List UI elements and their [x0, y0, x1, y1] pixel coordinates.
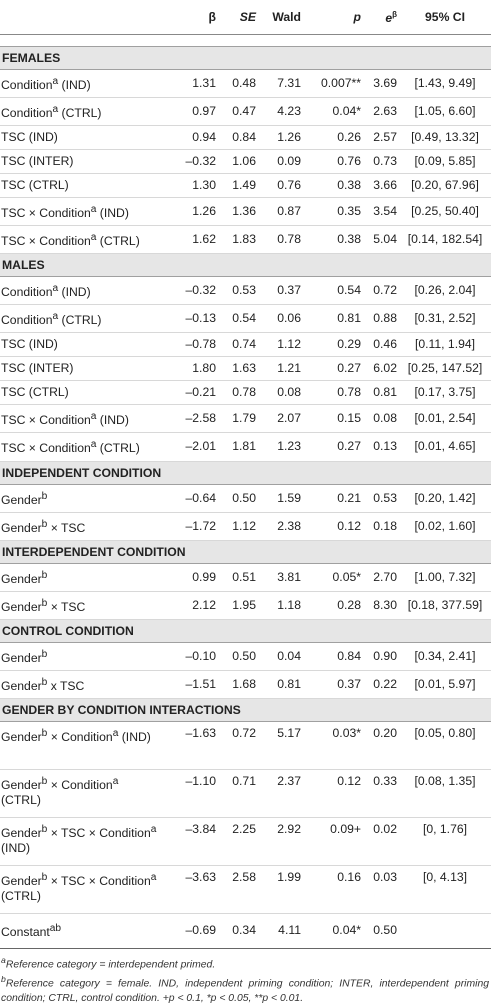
cell-se: 1.36	[218, 198, 258, 226]
cell-p: 0.28	[303, 591, 363, 619]
cell-ci: [0.25, 50.40]	[399, 198, 491, 226]
cell-wald: 1.26	[258, 126, 303, 150]
cell-p: 0.35	[303, 198, 363, 226]
cell-eb: 0.08	[363, 405, 399, 433]
row-label: TSC (INTER)	[0, 357, 160, 381]
section-header	[0, 540, 491, 563]
cell-p: 0.81	[303, 305, 363, 333]
cell-beta: 1.62	[160, 226, 218, 254]
cell-wald: 0.37	[258, 277, 303, 305]
row-label: Condition$^a$ (IND)	[0, 70, 160, 98]
cell-p: 0.26	[303, 126, 363, 150]
cell-eb: 0.33	[363, 769, 399, 817]
row-label: Gender$^b$ × Condition$^a$ (CTRL)	[0, 769, 160, 817]
section-title: GENDER BY CONDITION INTERACTIONS	[0, 698, 491, 721]
row-label: TSC (INTER)	[0, 150, 160, 174]
cell-wald: 0.04	[258, 642, 303, 670]
cell-p: 0.09+	[303, 817, 363, 865]
cell-wald: 1.23	[258, 433, 303, 461]
row-label: Condition$^a$ (CTRL)	[0, 98, 160, 126]
cell-p: 0.54	[303, 277, 363, 305]
cell-se: 0.34	[218, 913, 258, 948]
cell-ci: [0, 1.76]	[399, 817, 491, 865]
cell-p: 0.37	[303, 670, 363, 698]
cell-beta: –3.84	[160, 817, 218, 865]
cell-wald: 0.78	[258, 226, 303, 254]
cell-ci: [0.01, 4.65]	[399, 433, 491, 461]
cell-p: 0.76	[303, 150, 363, 174]
cell-se: 0.54	[218, 305, 258, 333]
table-row	[0, 769, 491, 817]
cell-eb: 3.69	[363, 70, 399, 98]
cell-ci: [0.02, 1.60]	[399, 512, 491, 540]
cell-eb: 0.02	[363, 817, 399, 865]
cell-se: 0.51	[218, 563, 258, 591]
cell-ci: [0.20, 1.42]	[399, 484, 491, 512]
cell-beta: –0.64	[160, 484, 218, 512]
cell-wald: 7.31	[258, 70, 303, 98]
table-row	[0, 126, 491, 150]
cell-eb: 5.04	[363, 226, 399, 254]
header-label	[0, 0, 160, 35]
row-label: TSC × Condition$^a$ (IND)	[0, 405, 160, 433]
row-label: Gender$^b$	[0, 642, 160, 670]
cell-se: 0.74	[218, 333, 258, 357]
cell-eb: 2.57	[363, 126, 399, 150]
cell-ci: [0.08, 1.35]	[399, 769, 491, 817]
cell-ci: [0.01, 2.54]	[399, 405, 491, 433]
table-body	[0, 35, 491, 949]
cell-se: 1.63	[218, 357, 258, 381]
cell-eb: 6.02	[363, 357, 399, 381]
table-row	[0, 512, 491, 540]
cell-eb: 0.53	[363, 484, 399, 512]
row-label: Condition$^a$ (IND)	[0, 277, 160, 305]
cell-beta: 1.80	[160, 357, 218, 381]
cell-p: 0.78	[303, 381, 363, 405]
row-label: TSC (CTRL)	[0, 174, 160, 198]
section-title: FEMALES	[0, 47, 491, 70]
cell-wald: 2.37	[258, 769, 303, 817]
cell-wald: 4.23	[258, 98, 303, 126]
row-label: TSC (IND)	[0, 126, 160, 150]
row-label: Gender$^b$ × TSC × Condition$^a$ (IND)	[0, 817, 160, 865]
cell-ci: [0.14, 182.54]	[399, 226, 491, 254]
row-label: Gender$^b$ × TSC	[0, 512, 160, 540]
cell-ci: [0.01, 5.97]	[399, 670, 491, 698]
cell-wald: 3.81	[258, 563, 303, 591]
cell-eb: 0.46	[363, 333, 399, 357]
row-label: Constant$^{ab}$	[0, 913, 160, 948]
constant-row	[0, 913, 491, 948]
cell-wald: 4.11	[258, 913, 303, 948]
cell-ci: [1.05, 6.60]	[399, 98, 491, 126]
cell-wald: 0.76	[258, 174, 303, 198]
table-row	[0, 865, 491, 913]
cell-se: 0.50	[218, 484, 258, 512]
cell-wald: 0.08	[258, 381, 303, 405]
cell-ci: [0.09, 5.85]	[399, 150, 491, 174]
cell-p: 0.27	[303, 357, 363, 381]
cell-beta: –1.10	[160, 769, 218, 817]
cell-beta: –0.10	[160, 642, 218, 670]
row-label: TSC (CTRL)	[0, 381, 160, 405]
section-header	[0, 698, 491, 721]
cell-eb: 0.50	[363, 913, 399, 948]
cell-se: 1.81	[218, 433, 258, 461]
row-label: TSC × Condition$^a$ (CTRL)	[0, 226, 160, 254]
cell-eb: 8.30	[363, 591, 399, 619]
cell-wald: 1.12	[258, 333, 303, 357]
header-eb: $e^\beta$	[363, 0, 399, 35]
cell-beta: –1.51	[160, 670, 218, 698]
cell-eb: 0.13	[363, 433, 399, 461]
cell-eb: 0.18	[363, 512, 399, 540]
cell-beta: 0.97	[160, 98, 218, 126]
note-b: $^b$Reference category = female. IND, independent priming condition; INTER, interdependent priming condition; CTRL, control condition. +p < 0.1, *p < 0.05, **p < 0.01.	[1, 974, 489, 1004]
cell-beta: 2.12	[160, 591, 218, 619]
table-row	[0, 226, 491, 254]
row-label: TSC × Condition$^a$ (CTRL)	[0, 433, 160, 461]
cell-se: 0.78	[218, 381, 258, 405]
row-label: Gender$^b$	[0, 484, 160, 512]
table-row	[0, 563, 491, 591]
row-label: Gender$^b$ × TSC	[0, 591, 160, 619]
section-header	[0, 461, 491, 484]
cell-ci: [0.26, 2.04]	[399, 277, 491, 305]
cell-wald: 1.59	[258, 484, 303, 512]
cell-wald: 0.06	[258, 305, 303, 333]
header-beta: β	[160, 0, 218, 35]
cell-beta: 0.99	[160, 563, 218, 591]
cell-wald: 1.18	[258, 591, 303, 619]
table-row	[0, 670, 491, 698]
cell-ci: [0, 4.13]	[399, 865, 491, 913]
cell-ci: [0.11, 1.94]	[399, 333, 491, 357]
header-p: p	[303, 0, 363, 35]
cell-se: 2.25	[218, 817, 258, 865]
cell-eb: 0.73	[363, 150, 399, 174]
row-label: Gender$^b$ x TSC	[0, 670, 160, 698]
cell-p: 0.38	[303, 226, 363, 254]
header-ci: 95% CI	[399, 0, 491, 35]
cell-eb: 0.03	[363, 865, 399, 913]
cell-wald: 2.92	[258, 817, 303, 865]
cell-p: 0.15	[303, 405, 363, 433]
cell-wald: 5.17	[258, 721, 303, 769]
cell-beta: –0.32	[160, 277, 218, 305]
table-row	[0, 198, 491, 226]
table-row	[0, 433, 491, 461]
cell-p: 0.12	[303, 769, 363, 817]
row-label: Gender$^b$ × Condition$^a$ (IND)	[0, 721, 160, 769]
header-se: SE	[218, 0, 258, 35]
section-title: MALES	[0, 254, 491, 277]
cell-p: 0.29	[303, 333, 363, 357]
cell-beta: –2.01	[160, 433, 218, 461]
cell-ci: [0.20, 67.96]	[399, 174, 491, 198]
section-title: CONTROL CONDITION	[0, 619, 491, 642]
header-wald: Wald	[258, 0, 303, 35]
cell-wald: 0.81	[258, 670, 303, 698]
cell-eb: 0.88	[363, 305, 399, 333]
cell-se: 0.84	[218, 126, 258, 150]
cell-wald: 2.07	[258, 405, 303, 433]
section-header	[0, 254, 491, 277]
cell-beta: –0.32	[160, 150, 218, 174]
cell-beta: –1.72	[160, 512, 218, 540]
cell-se: 1.79	[218, 405, 258, 433]
cell-beta: –3.63	[160, 865, 218, 913]
cell-ci: [1.00, 7.32]	[399, 563, 491, 591]
cell-ci: [1.43, 9.49]	[399, 70, 491, 98]
cell-beta: 0.94	[160, 126, 218, 150]
note-a: $^a$Reference category = interdependent primed.	[1, 954, 216, 971]
cell-eb: 3.66	[363, 174, 399, 198]
cell-se: 1.95	[218, 591, 258, 619]
cell-beta: 1.26	[160, 198, 218, 226]
cell-eb: 0.81	[363, 381, 399, 405]
cell-beta: –0.69	[160, 913, 218, 948]
table-notes	[0, 949, 491, 1006]
cell-beta: –0.13	[160, 305, 218, 333]
section-header	[0, 47, 491, 70]
cell-beta: 1.31	[160, 70, 218, 98]
cell-se: 0.71	[218, 769, 258, 817]
cell-se: 1.49	[218, 174, 258, 198]
cell-se: 0.50	[218, 642, 258, 670]
cell-p: 0.38	[303, 174, 363, 198]
cell-beta: –0.78	[160, 333, 218, 357]
cell-p: 0.04*	[303, 98, 363, 126]
section-header	[0, 619, 491, 642]
cell-se: 0.53	[218, 277, 258, 305]
table-row	[0, 721, 491, 769]
cell-ci: [0.31, 2.52]	[399, 305, 491, 333]
cell-p: 0.84	[303, 642, 363, 670]
table-row	[0, 333, 491, 357]
section-title: INDEPENDENT CONDITION	[0, 461, 491, 484]
cell-se: 0.47	[218, 98, 258, 126]
cell-ci: [0.25, 147.52]	[399, 357, 491, 381]
cell-se: 1.83	[218, 226, 258, 254]
cell-ci: [0.34, 2.41]	[399, 642, 491, 670]
cell-p: 0.16	[303, 865, 363, 913]
table-row	[0, 277, 491, 305]
table-row	[0, 70, 491, 98]
cell-beta: –0.21	[160, 381, 218, 405]
row-label: Gender$^b$ × TSC × Condition$^a$ (CTRL)	[0, 865, 160, 913]
cell-eb: 0.72	[363, 277, 399, 305]
cell-wald: 1.99	[258, 865, 303, 913]
table-row	[0, 381, 491, 405]
cell-se: 1.06	[218, 150, 258, 174]
table-row	[0, 405, 491, 433]
cell-eb: 0.22	[363, 670, 399, 698]
cell-eb: 2.63	[363, 98, 399, 126]
table-row	[0, 817, 491, 865]
row-label: TSC × Condition$^a$ (IND)	[0, 198, 160, 226]
cell-p: 0.04*	[303, 913, 363, 948]
cell-p: 0.05*	[303, 563, 363, 591]
row-label: TSC (IND)	[0, 333, 160, 357]
table-row	[0, 357, 491, 381]
cell-beta: 1.30	[160, 174, 218, 198]
cell-ci: [0.05, 0.80]	[399, 721, 491, 769]
cell-eb: 2.70	[363, 563, 399, 591]
row-label: Condition$^a$ (CTRL)	[0, 305, 160, 333]
cell-p: 0.03*	[303, 721, 363, 769]
cell-p: 0.21	[303, 484, 363, 512]
cell-se: 1.12	[218, 512, 258, 540]
cell-se: 2.58	[218, 865, 258, 913]
cell-wald: 2.38	[258, 512, 303, 540]
cell-se: 0.48	[218, 70, 258, 98]
cell-eb: 3.54	[363, 198, 399, 226]
cell-p: 0.007**	[303, 70, 363, 98]
cell-beta: –2.58	[160, 405, 218, 433]
table-row	[0, 150, 491, 174]
table-row	[0, 305, 491, 333]
cell-wald: 0.09	[258, 150, 303, 174]
cell-ci: [0.18, 377.59]	[399, 591, 491, 619]
cell-ci	[399, 913, 491, 948]
table-row	[0, 642, 491, 670]
table-row	[0, 484, 491, 512]
cell-se: 1.68	[218, 670, 258, 698]
header-row	[0, 0, 491, 35]
section-title: INTERDEPENDENT CONDITION	[0, 540, 491, 563]
cell-p: 0.12	[303, 512, 363, 540]
row-label: Gender$^b$	[0, 563, 160, 591]
cell-eb: 0.20	[363, 721, 399, 769]
cell-wald: 1.21	[258, 357, 303, 381]
table-row	[0, 591, 491, 619]
cell-wald: 0.87	[258, 198, 303, 226]
cell-beta: –1.63	[160, 721, 218, 769]
table-row	[0, 174, 491, 198]
cell-ci: [0.17, 3.75]	[399, 381, 491, 405]
cell-eb: 0.90	[363, 642, 399, 670]
cell-se: 0.72	[218, 721, 258, 769]
cell-ci: [0.49, 13.32]	[399, 126, 491, 150]
table-row	[0, 98, 491, 126]
cell-p: 0.27	[303, 433, 363, 461]
